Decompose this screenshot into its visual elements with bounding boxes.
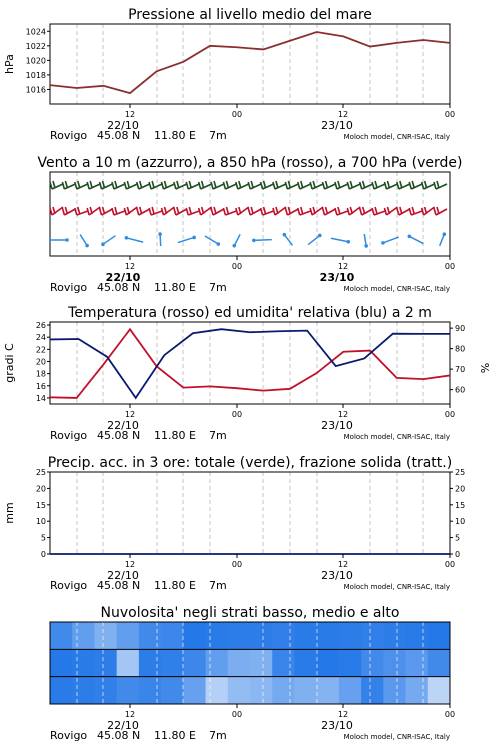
wind-850hpa-barb: [236, 207, 249, 215]
wind-850hpa-barb: [223, 207, 236, 215]
wind-10m-arrow: [284, 235, 292, 246]
wind-850hpa-barb: [248, 207, 261, 215]
date-label: 22/10: [105, 271, 141, 284]
wind-10m-arrowhead: [65, 238, 69, 242]
wind-10m-arrowhead: [158, 232, 162, 236]
cloud-cell-alto: [250, 622, 273, 650]
y-tick-label-temperature: 26: [35, 321, 46, 331]
y-tick-label-temperature: 22: [35, 345, 46, 355]
cloudiness-panel: [50, 605, 455, 742]
panel-title: Nuvolosita' negli strati basso, medio e alto: [100, 605, 400, 621]
wind-10m-arrow: [440, 234, 445, 246]
wind-700hpa-barb: [100, 181, 113, 189]
x-tick-label: 12: [124, 262, 136, 271]
location-name: Rovigo: [50, 281, 88, 294]
wind-850hpa-barb: [261, 207, 274, 215]
location-lon: 11.80 E: [154, 579, 196, 592]
cloud-cell-basso: [406, 677, 429, 705]
cloud-cell-alto: [228, 622, 251, 650]
precipitation-panel: [3, 455, 465, 592]
cloud-cell-basso: [72, 677, 95, 705]
wind-10m-arrowhead: [232, 244, 236, 248]
temperature-humidity-panel: [3, 305, 492, 442]
model-credit: Moloch model, CNR-ISAC, Italy: [343, 583, 450, 591]
cloud-cell-medio: [272, 649, 295, 677]
y-tick-label-precip-right: 10: [455, 517, 466, 527]
wind-850hpa-barb: [409, 207, 422, 215]
wind-850hpa-barb: [174, 207, 187, 215]
wind-850hpa-barb: [397, 207, 410, 215]
cloud-cell-basso: [250, 677, 273, 705]
wind-850hpa-barb: [298, 207, 311, 215]
wind-10m-arrow: [126, 238, 143, 242]
date-label: 23/10: [321, 419, 353, 432]
cloud-cell-basso: [228, 677, 251, 705]
wind-700hpa-barb: [372, 181, 385, 189]
x-tick-label: 12: [337, 410, 349, 419]
wind-10m-arrow: [160, 234, 161, 246]
y-tick-label-precip-right: 20: [455, 484, 466, 494]
y-tick-label-precip-right: 25: [455, 468, 466, 477]
cloud-cell-medio: [361, 649, 384, 677]
wind-700hpa-barb: [434, 181, 447, 189]
wind-850hpa-barb: [124, 207, 137, 215]
x-tick-label: 00: [231, 262, 243, 271]
pressure-panel: [3, 7, 455, 142]
cloud-cell-basso: [117, 677, 140, 705]
y-tick-label-temperature: 24: [35, 333, 46, 343]
wind-10m-arrowhead: [364, 244, 368, 248]
wind-850hpa-barb: [347, 207, 360, 215]
date-label: 23/10: [321, 119, 353, 132]
cloud-cell-basso: [139, 677, 162, 705]
cloud-cell-basso: [383, 677, 406, 705]
wind-700hpa-barb: [137, 181, 150, 189]
wind-850hpa-barb: [211, 207, 224, 215]
y-tick-label-pressure: 1024: [25, 27, 46, 37]
pressure-line: [50, 32, 450, 93]
wind-700hpa-barb: [285, 181, 298, 189]
cloud-cell-alto: [206, 622, 229, 650]
x-tick-label: 00: [444, 710, 456, 719]
wind-850hpa-barb: [335, 207, 348, 215]
cloud-cell-basso: [206, 677, 229, 705]
wind-700hpa-barb: [236, 181, 249, 189]
wind-700hpa-barb: [186, 181, 199, 189]
wind-10m-arrowhead: [252, 239, 256, 243]
wind-850hpa-barb: [137, 207, 150, 215]
wind-10m-arrow: [234, 234, 240, 245]
y-tick-label-precip-right: 15: [455, 500, 466, 510]
wind-10m-arrow: [205, 236, 218, 244]
cloud-cell-alto: [406, 622, 429, 650]
wind-10m-arrowhead: [101, 243, 105, 247]
model-credit: Moloch model, CNR-ISAC, Italy: [343, 733, 450, 741]
cloud-cell-medio: [183, 649, 206, 677]
x-tick-label: 00: [444, 110, 456, 119]
wind-700hpa-barb: [347, 181, 360, 189]
wind-10m-arrow: [409, 236, 423, 243]
wind-700hpa-barb: [50, 181, 63, 189]
cloud-cell-medio: [228, 649, 251, 677]
plot-frame: [50, 472, 450, 554]
wind-700hpa-barb: [422, 181, 435, 189]
y-tick-label-humidity: 90: [455, 324, 466, 334]
y-tick-label-pressure: 1018: [25, 70, 46, 80]
wind-700hpa-barb: [62, 181, 75, 189]
location-lat: 45.08 N: [97, 129, 141, 142]
plot-frame: [50, 322, 450, 404]
wind-10m-arrow: [331, 238, 348, 242]
date-label: 23/10: [321, 569, 353, 582]
location-name: Rovigo: [50, 129, 88, 142]
cloud-cell-alto: [161, 622, 184, 650]
wind-700hpa-barb: [87, 181, 100, 189]
cloud-cell-basso: [361, 677, 384, 705]
wind-850hpa-barb: [285, 207, 298, 215]
wind-700hpa-barb: [223, 181, 236, 189]
x-tick-label: 12: [337, 560, 349, 569]
location-lat: 45.08 N: [97, 281, 141, 294]
wind-700hpa-barb: [149, 181, 162, 189]
wind-10m-arrow: [103, 236, 116, 245]
y-axis-label: gradi C: [3, 343, 16, 383]
cloud-cell-medio: [317, 649, 340, 677]
cloud-cell-basso: [272, 677, 295, 705]
wind-700hpa-barb: [360, 181, 373, 189]
y-axis-label-right: %: [479, 362, 492, 374]
x-tick-label: 12: [337, 710, 349, 719]
wind-10m-arrowhead: [216, 242, 220, 246]
wind-850hpa-barb: [112, 207, 125, 215]
wind-panel: [37, 155, 462, 294]
wind-10m-arrowhead: [408, 235, 412, 239]
x-tick-label: 00: [231, 410, 243, 419]
cloud-cell-alto: [361, 622, 384, 650]
cloud-cell-basso: [94, 677, 117, 705]
cloud-cell-alto: [183, 622, 206, 650]
x-tick-label: 00: [231, 560, 243, 569]
location-elev: 7m: [209, 579, 227, 592]
y-tick-label-humidity: 80: [455, 344, 466, 354]
cloud-cell-medio: [161, 649, 184, 677]
cloud-cell-basso: [294, 677, 317, 705]
panel-title: Pressione al livello medio del mare: [128, 7, 372, 23]
y-tick-label-humidity: 70: [455, 365, 466, 375]
cloud-cell-alto: [139, 622, 162, 650]
wind-700hpa-barb: [323, 181, 336, 189]
x-tick-label: 00: [231, 110, 243, 119]
model-credit: Moloch model, CNR-ISAC, Italy: [343, 285, 450, 293]
y-tick-label-precip: 15: [35, 500, 46, 510]
cloud-cell-medio: [117, 649, 140, 677]
cloud-cell-medio: [406, 649, 429, 677]
date-label: 22/10: [107, 719, 139, 732]
y-tick-label-pressure: 1020: [25, 56, 46, 66]
date-label: 22/10: [107, 569, 139, 582]
cloud-cell-medio: [428, 649, 451, 677]
wind-700hpa-barb: [397, 181, 410, 189]
panel-title: Precip. acc. in 3 ore: totale (verde), frazione solida (tratt.): [47, 455, 453, 471]
wind-10m-arrowhead: [381, 241, 385, 245]
wind-700hpa-barb: [161, 181, 174, 189]
date-label: 23/10: [321, 719, 353, 732]
cloud-cell-basso: [317, 677, 340, 705]
cloud-cell-medio: [139, 649, 162, 677]
cloud-cell-alto: [428, 622, 451, 650]
cloud-cell-alto: [383, 622, 406, 650]
wind-700hpa-barb: [248, 181, 261, 189]
wind-10m-arrow: [308, 235, 320, 244]
humidity-line: [50, 329, 450, 398]
wind-850hpa-barb: [50, 207, 63, 215]
date-label: 22/10: [107, 119, 139, 132]
cloud-cell-alto: [94, 622, 117, 650]
y-tick-label-precip: 5: [40, 533, 46, 543]
wind-850hpa-barb: [100, 207, 113, 215]
location-name: Rovigo: [50, 729, 88, 742]
wind-850hpa-barb: [62, 207, 75, 215]
x-tick-label: 00: [444, 262, 456, 271]
y-axis-label: hPa: [3, 54, 16, 74]
wind-850hpa-barb: [372, 207, 385, 215]
wind-850hpa-barb: [87, 207, 100, 215]
x-tick-label: 12: [124, 410, 136, 419]
wind-700hpa-barb: [273, 181, 286, 189]
cloud-cell-medio: [250, 649, 273, 677]
cloud-cell-medio: [50, 649, 73, 677]
wind-850hpa-barb: [422, 207, 435, 215]
cloud-cell-basso: [161, 677, 184, 705]
x-tick-label: 12: [124, 110, 136, 119]
location-elev: 7m: [209, 729, 227, 742]
wind-10m-arrowhead: [346, 240, 350, 244]
location-lon: 11.80 E: [154, 729, 196, 742]
cloud-cell-medio: [206, 649, 229, 677]
y-tick-label-pressure: 1022: [25, 41, 46, 51]
wind-700hpa-barb: [384, 181, 397, 189]
wind-850hpa-barb: [161, 207, 174, 215]
wind-700hpa-barb: [409, 181, 422, 189]
x-tick-label: 00: [444, 410, 456, 419]
cloud-cell-basso: [339, 677, 362, 705]
y-tick-label-precip-right: 5: [455, 533, 461, 543]
y-tick-label-precip: 10: [35, 517, 46, 527]
cloud-cell-alto: [117, 622, 140, 650]
y-tick-label-pressure: 1016: [25, 85, 46, 95]
wind-700hpa-barb: [124, 181, 137, 189]
cloud-cell-medio: [294, 649, 317, 677]
cloud-cell-medio: [72, 649, 95, 677]
y-tick-label-humidity: 60: [455, 385, 466, 395]
model-credit: Moloch model, CNR-ISAC, Italy: [343, 433, 450, 441]
location-lat: 45.08 N: [97, 579, 141, 592]
x-tick-label: 12: [124, 710, 136, 719]
cloud-cell-basso: [183, 677, 206, 705]
wind-700hpa-barb: [174, 181, 187, 189]
cloud-cell-medio: [339, 649, 362, 677]
model-credit: Moloch model, CNR-ISAC, Italy: [343, 133, 450, 141]
cloud-cell-alto: [272, 622, 295, 650]
cloud-cell-alto: [317, 622, 340, 650]
cloud-cell-alto: [294, 622, 317, 650]
location-elev: 7m: [209, 281, 227, 294]
wind-700hpa-barb: [298, 181, 311, 189]
cloud-cell-basso: [50, 677, 73, 705]
x-tick-label: 12: [337, 262, 349, 271]
y-tick-label-temperature: 20: [35, 357, 46, 367]
wind-700hpa-barb: [261, 181, 274, 189]
y-axis-label: mm: [3, 502, 16, 524]
x-tick-label: 00: [444, 560, 456, 569]
wind-10m-arrow: [178, 237, 194, 242]
wind-850hpa-barb: [384, 207, 397, 215]
location-name: Rovigo: [50, 579, 88, 592]
location-lon: 11.80 E: [154, 281, 196, 294]
cloud-cell-alto: [50, 622, 73, 650]
y-tick-label-precip: 0: [40, 550, 46, 559]
cloud-cell-medio: [383, 649, 406, 677]
wind-700hpa-barb: [112, 181, 125, 189]
y-tick-label-precip: 20: [35, 484, 46, 494]
location-elev: 7m: [209, 129, 227, 142]
x-tick-label: 12: [124, 560, 136, 569]
date-label: 23/10: [319, 271, 355, 284]
wind-850hpa-barb: [323, 207, 336, 215]
y-tick-label-temperature: 18: [35, 369, 46, 379]
panel-title: Temperatura (rosso) ed umidita' relativa (blu) a 2 m: [68, 305, 432, 321]
temperature-line: [50, 329, 450, 398]
wind-10m-arrowhead: [85, 244, 89, 248]
x-tick-label: 12: [337, 110, 349, 119]
wind-10m-arrow: [254, 240, 272, 241]
wind-850hpa-barb: [273, 207, 286, 215]
wind-10m-arrowhead: [192, 236, 196, 240]
wind-850hpa-barb: [149, 207, 162, 215]
location-name: Rovigo: [50, 429, 88, 442]
location-elev: 7m: [209, 429, 227, 442]
x-tick-label: 00: [231, 710, 243, 719]
date-label: 22/10: [107, 419, 139, 432]
wind-700hpa-barb: [211, 181, 224, 189]
y-tick-label-temperature: 16: [35, 381, 46, 391]
plot-frame: [50, 24, 450, 104]
wind-10m-arrow: [364, 234, 366, 246]
y-tick-label-temperature: 14: [35, 393, 46, 403]
wind-850hpa-barb: [360, 207, 373, 215]
wind-850hpa-barb: [186, 207, 199, 215]
location-lon: 11.80 E: [154, 129, 196, 142]
y-tick-label-precip-right: 0: [455, 550, 461, 559]
wind-850hpa-barb: [434, 207, 447, 215]
wind-10m-arrowhead: [283, 233, 287, 237]
panel-title: Vento a 10 m (azzurro), a 850 hPa (rosso), a 700 hPa (verde): [37, 155, 463, 171]
wind-10m-arrow: [80, 234, 87, 245]
wind-700hpa-barb: [335, 181, 348, 189]
cloud-cell-alto: [72, 622, 95, 650]
y-tick-label-precip: 25: [35, 468, 46, 477]
wind-10m-arrowhead: [443, 232, 447, 236]
cloud-cell-basso: [428, 677, 451, 705]
wind-10m-arrowhead: [125, 236, 129, 240]
wind-10m-arrowhead: [318, 234, 322, 238]
cloud-cell-alto: [339, 622, 362, 650]
wind-10m-arrow: [383, 237, 399, 243]
location-lon: 11.80 E: [154, 429, 196, 442]
location-lat: 45.08 N: [97, 429, 141, 442]
location-lat: 45.08 N: [97, 729, 141, 742]
cloud-cell-medio: [94, 649, 117, 677]
